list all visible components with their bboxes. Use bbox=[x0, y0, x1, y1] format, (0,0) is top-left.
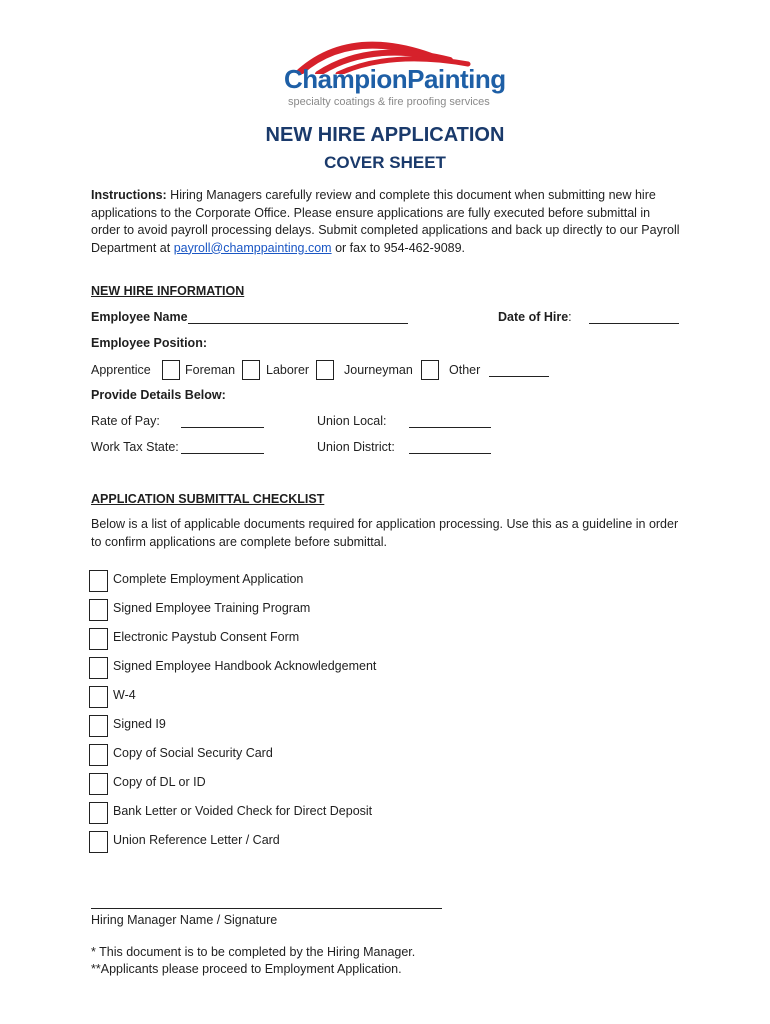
document-subtitle: COVER SHEET bbox=[324, 153, 446, 172]
position-apprentice-label: Apprentice bbox=[91, 363, 151, 377]
checklist-item: Copy of DL or ID bbox=[113, 775, 206, 789]
payroll-email-link[interactable]: payroll@champpainting.com bbox=[173, 240, 332, 255]
position-journeyman-label: Journeyman bbox=[344, 363, 413, 377]
checklist-checkbox[interactable] bbox=[89, 773, 108, 795]
position-apprentice-checkbox[interactable] bbox=[162, 360, 180, 380]
position-laborer-label: Laborer bbox=[266, 363, 310, 377]
checklist-intro: Below is a list of applicable documents required for application processing. Use this as a guideline in order to confirm applications are complete before submittal. bbox=[91, 517, 679, 549]
checklist-item: Copy of Social Security Card bbox=[113, 746, 273, 760]
employee-name-label: Employee Name bbox=[91, 310, 188, 324]
work-tax-state-label: Work Tax State: bbox=[91, 440, 179, 454]
checklist-item: Union Reference Letter / Card bbox=[113, 833, 280, 847]
position-journeyman-checkbox[interactable] bbox=[421, 360, 439, 380]
signature-line[interactable] bbox=[91, 908, 442, 909]
provide-details-label: Provide Details Below: bbox=[91, 388, 226, 402]
checklist-checkbox[interactable] bbox=[89, 628, 108, 650]
checklist-item: W-4 bbox=[113, 688, 136, 702]
checklist-item: Signed Employee Handbook Acknowledgement bbox=[113, 659, 377, 673]
checklist-checkbox[interactable] bbox=[89, 715, 108, 737]
rate-of-pay-label: Rate of Pay: bbox=[91, 414, 160, 428]
date-of-hire-field[interactable] bbox=[589, 323, 679, 324]
checklist-item: Electronic Paystub Consent Form bbox=[113, 630, 300, 644]
checklist-checkbox[interactable] bbox=[89, 599, 108, 621]
new-hire-info-heading: NEW HIRE INFORMATION bbox=[91, 284, 245, 298]
note-hiring-manager: * This document is to be completed by the Hiring Manager. bbox=[91, 945, 416, 959]
position-laborer-checkbox[interactable] bbox=[316, 360, 334, 380]
checklist-checkbox[interactable] bbox=[89, 831, 108, 853]
instructions-text: Hiring Managers carefully review and complete this document when submitting new hire applications to the Corporate Office. Please ensure applications are fully executed before submittal in order to avoid payroll processing delays. Submit completed applications and back up directly to our Payroll Department at bbox=[91, 188, 680, 255]
checklist-heading: APPLICATION SUBMITTAL CHECKLIST bbox=[91, 492, 325, 506]
checklist-checkbox[interactable] bbox=[89, 744, 108, 766]
checklist-checkbox[interactable] bbox=[89, 570, 108, 592]
checklist-item: Bank Letter or Voided Check for Direct Deposit bbox=[113, 804, 373, 818]
checklist-checkbox[interactable] bbox=[89, 657, 108, 679]
union-district-label: Union District: bbox=[317, 440, 395, 454]
signature-label: Hiring Manager Name / Signature bbox=[91, 913, 278, 927]
rate-of-pay-field[interactable] bbox=[181, 427, 264, 428]
position-other-label: Other bbox=[449, 363, 481, 377]
note-applicants: **Applicants please proceed to Employment Application. bbox=[91, 962, 402, 976]
position-other-field[interactable] bbox=[489, 376, 549, 377]
employee-name-field[interactable] bbox=[188, 323, 408, 324]
date-of-hire-label: Date of Hire: bbox=[498, 310, 572, 324]
union-district-field[interactable] bbox=[409, 453, 491, 454]
checklist-item: Signed I9 bbox=[113, 717, 166, 731]
instructions-text-after: or fax to 954-462-9089. bbox=[331, 240, 466, 255]
document-title: NEW HIRE APPLICATION bbox=[265, 124, 505, 146]
position-foreman-label: Foreman bbox=[185, 363, 236, 377]
logo-name: ChampionPainting bbox=[284, 64, 506, 94]
instructions-paragraph bbox=[91, 187, 681, 257]
employee-position-label: Employee Position: bbox=[91, 336, 207, 350]
checklist-checkbox[interactable] bbox=[89, 686, 108, 708]
checklist-checkbox[interactable] bbox=[89, 802, 108, 824]
checklist-item: Signed Employee Training Program bbox=[113, 601, 311, 615]
instructions-label: Instructions: bbox=[91, 188, 167, 202]
union-local-label: Union Local: bbox=[317, 414, 387, 428]
position-foreman-checkbox[interactable] bbox=[242, 360, 260, 380]
union-local-field[interactable] bbox=[409, 427, 491, 428]
work-tax-state-field[interactable] bbox=[181, 453, 264, 454]
company-logo bbox=[280, 34, 506, 114]
logo-tagline: specialty coatings & fire proofing services bbox=[288, 96, 490, 108]
checklist-item: Complete Employment Application bbox=[113, 572, 304, 586]
